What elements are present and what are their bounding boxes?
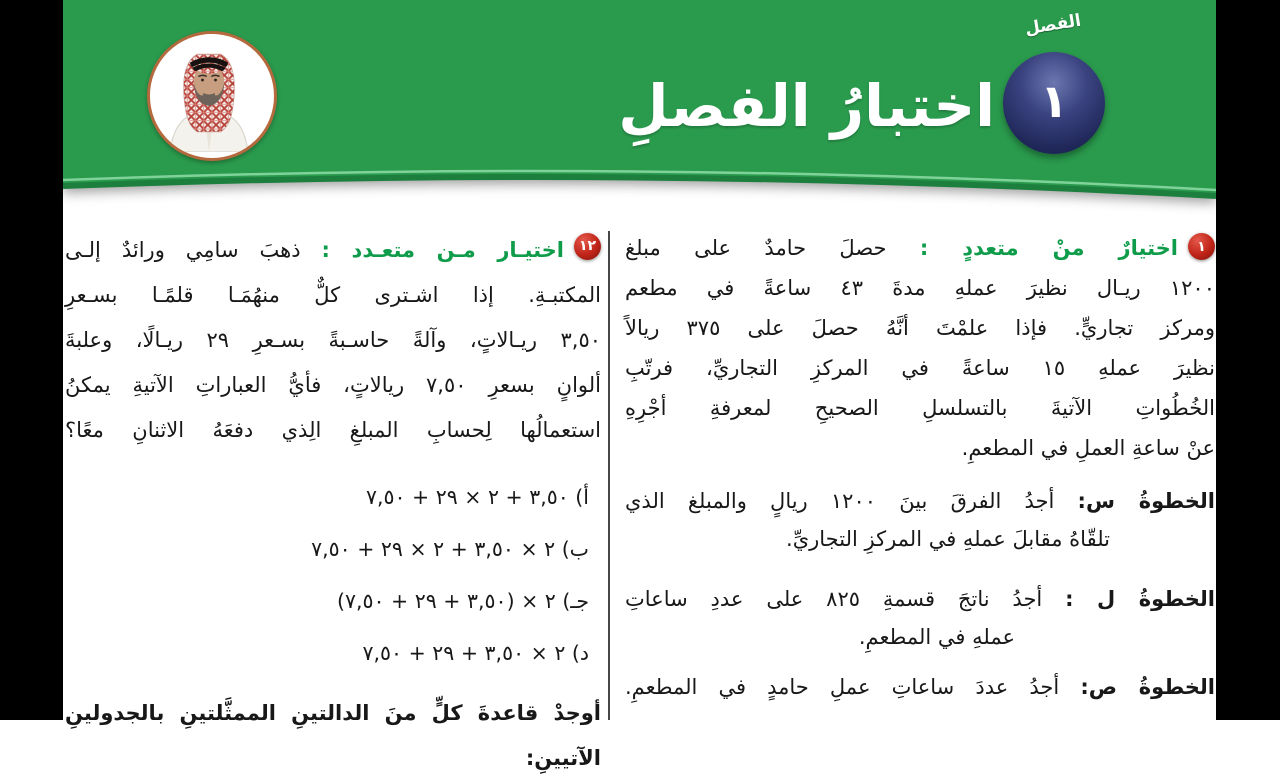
question-1-number-badge: ١ bbox=[1188, 233, 1215, 260]
question-12-line: ألوانٍ بسعرِ ٧,٥٠ ريالاتٍ، فأيُّ العباراتِ الآتيةِ يمكنُ bbox=[65, 373, 601, 397]
step-line bbox=[625, 668, 1215, 706]
question-1-line: الخُطُواتِ الآتيةَ بالتسلسلِ الصحيحِ لمعرفةِ أجْرِهِ bbox=[625, 396, 1215, 420]
question-1-type-label: اختيارٌ منْ متعددٍ : bbox=[919, 236, 1178, 260]
question-12-number-badge: ١٢ bbox=[574, 233, 601, 260]
step-seen bbox=[625, 482, 1215, 558]
question-12-type-label: اختيـار مـن متعـدد : bbox=[321, 238, 564, 262]
step-text: أجدُ ناتجَ قسمةِ ٨٢٥ على عددِ ساعاتِ bbox=[625, 587, 1043, 611]
column-divider bbox=[608, 231, 610, 720]
next-exercise-intro: أوجدْ قاعدةَ كلٍّ منَ الدالتينِ الممثَّلتينِ بالجدولينِ الآتيينِ: bbox=[65, 701, 601, 770]
step-continuation: تلقّاهُ مقابلَ عملهِ في المركزِ التجاريِّ. bbox=[786, 527, 1110, 551]
step-text: أجدُ عددَ ساعاتِ عملِ حامدٍ في المطعمِ. bbox=[625, 675, 1060, 699]
answer-options bbox=[65, 471, 601, 679]
question-1-text: حصلَ حامدٌ على مبلغ bbox=[625, 236, 887, 260]
question-12-line: استعمالُها لِحسابِ المبلغِ الِذي دفعَهُ الاثنانِ معًا؟ bbox=[65, 418, 601, 442]
question-12-line bbox=[65, 228, 601, 273]
chapter-number-badge bbox=[1003, 52, 1105, 154]
step-label: الخطوةُ ل : bbox=[1065, 587, 1215, 611]
step-line bbox=[625, 580, 1215, 618]
teacher-photo bbox=[147, 31, 277, 161]
chapter-header bbox=[63, 0, 1216, 230]
question-12-line: المكتبـةِ. إذا اشـترى كلٌّ منهُمَـا قلمًـا بسـعرِ bbox=[65, 283, 601, 307]
option-dal: د) ٢ × ٣,٥٠ + ٢٩ + ٧,٥٠ bbox=[362, 641, 589, 665]
step-label: الخطوةُ ص: bbox=[1080, 675, 1215, 699]
question-1-steps bbox=[625, 482, 1215, 706]
black-letterbox-right bbox=[1216, 0, 1280, 720]
option-b: ب) ٢ × ٣,٥٠ + ٢ × ٢٩ + ٧,٥٠ bbox=[311, 537, 589, 561]
question-1 bbox=[625, 228, 1215, 706]
chapter-word-label: الفصل bbox=[1023, 10, 1083, 40]
chapter-number: ١ bbox=[1039, 74, 1069, 128]
page-title: اختبارُ الفصلِ bbox=[618, 72, 995, 140]
question-12-line: ٣,٥٠ ريـالاتٍ، وآلةً حاسـبةً بسـعرِ ٢٩ ريـالًا، وعلبةَ bbox=[65, 328, 601, 352]
step-line bbox=[625, 482, 1215, 520]
question-12 bbox=[65, 228, 601, 781]
step-sad bbox=[625, 668, 1215, 706]
question-1-line bbox=[625, 228, 1215, 268]
step-label: الخطوةُ س: bbox=[1077, 489, 1215, 513]
option-jeem: جـ) ٢ × (٣,٥٠ + ٢٩ + ٧,٥٠) bbox=[336, 589, 589, 613]
question-12-text: ذهبَ سامِي ورائدٌ إلـى bbox=[65, 238, 301, 262]
black-letterbox-left bbox=[0, 0, 63, 720]
question-1-line: ١٢٠٠ ريـال نظيرَ عملهِ مدةَ ٤٣ ساعةً في مطعم bbox=[625, 276, 1215, 300]
option-a: أ) ٣,٥٠ + ٢ × ٢٩ + ٧,٥٠ bbox=[365, 485, 589, 509]
teacher-portrait-illustration bbox=[150, 34, 268, 152]
step-text: أجدُ الفرقَ بينَ ١٢٠٠ ريالٍ والمبلغ الذي bbox=[625, 489, 1055, 513]
question-1-line: نظيرَ عملهِ ١٥ ساعةً في المركزِ التجاريِّ، فرتّبِ bbox=[625, 356, 1215, 380]
step-continuation: عملهِ في المطعمِ. bbox=[858, 625, 1015, 649]
question-1-line: ومركز تجاريٍّ. فإذا علمْتَ أنَّهُ حصلَ على ٣٧٥ ريالاً bbox=[625, 316, 1215, 340]
question-1-line: عنْ ساعةِ العملِ في المطعمِ. bbox=[961, 436, 1215, 460]
step-lam bbox=[625, 580, 1215, 656]
